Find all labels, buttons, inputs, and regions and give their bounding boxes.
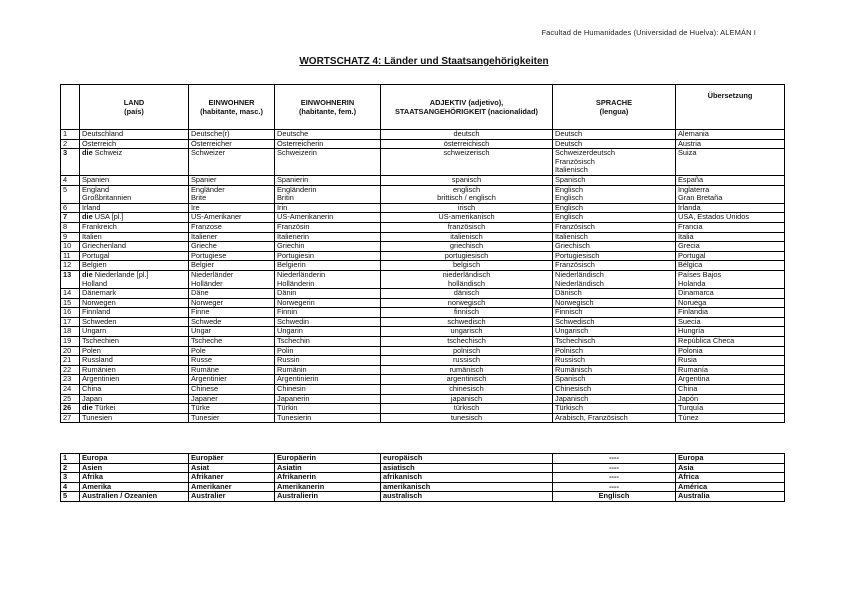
row-number: 20	[61, 346, 80, 356]
cell-uebersetzung: Países Bajos Holanda	[676, 270, 785, 288]
col-header-number	[61, 85, 80, 130]
cell-einwohnerin: Norwegerin	[275, 298, 381, 308]
cell-einwohner: Japaner	[189, 394, 275, 404]
row-number: 2	[61, 139, 80, 149]
cell-land: Ungarn	[80, 327, 189, 337]
cell-sprache: Spanisch	[553, 175, 676, 185]
article: die	[82, 148, 95, 158]
cell-einwohnerin: Argentinierin	[275, 375, 381, 385]
cell-uebersetzung: Europa	[676, 454, 785, 464]
table-row	[61, 327, 785, 337]
cell-einwohner: Däne	[189, 289, 275, 299]
cell-einwohnerin: Europäerin	[275, 454, 381, 464]
cell-einwohnerin: US-Amerikanerin	[275, 213, 381, 223]
cell-uebersetzung: Rumanía	[676, 365, 785, 375]
cell-sprache: Italienisch	[553, 232, 676, 242]
row-number: 9	[61, 232, 80, 242]
cell-einwohnerin: Amerikanerin	[275, 482, 381, 492]
cell-uebersetzung: Noruega	[676, 298, 785, 308]
cell-einwohner: Argentinier	[189, 375, 275, 385]
col-header-uebersetzung: Übersetzung	[676, 85, 785, 130]
cell-adjektiv: dänisch	[381, 289, 553, 299]
cell-sprache: Englisch	[553, 492, 676, 502]
continent-row	[61, 463, 785, 473]
table-row	[61, 385, 785, 395]
cell-einwohnerin: Asiatin	[275, 463, 381, 473]
row-number: 22	[61, 365, 80, 375]
cell-einwohner: Rumäne	[189, 365, 275, 375]
table-row	[61, 261, 785, 271]
cell-adjektiv: ungarisch	[381, 327, 553, 337]
cell-adjektiv: türkisch	[381, 404, 553, 414]
table-row	[61, 308, 785, 318]
row-number: 15	[61, 298, 80, 308]
cell-adjektiv: französisch	[381, 222, 553, 232]
row-number: 23	[61, 375, 80, 385]
cell-einwohner: Italiener	[189, 232, 275, 242]
cell-einwohnerin: Österreicherin	[275, 139, 381, 149]
cell-einwohner: Franzose	[189, 222, 275, 232]
cell-einwohner: Finne	[189, 308, 275, 318]
cell-uebersetzung: Rusia	[676, 356, 785, 366]
cell-einwohner: Norweger	[189, 298, 275, 308]
cell-uebersetzung: Austria	[676, 139, 785, 149]
cell-adjektiv: englisch brittisch / englisch	[381, 185, 553, 203]
cell-sprache: Niederländisch Niederländisch	[553, 270, 676, 288]
row-number: 3	[61, 473, 80, 483]
cell-einwohnerin: Japanerin	[275, 394, 381, 404]
cell-adjektiv: US-amerikanisch	[381, 213, 553, 223]
cell-einwohnerin: Tunesierin	[275, 413, 381, 423]
cell-einwohnerin: Afrikanerin	[275, 473, 381, 483]
table-row	[61, 130, 785, 140]
cell-uebersetzung: Inglaterra Gran Bretaña	[676, 185, 785, 203]
row-number: 14	[61, 289, 80, 299]
cell-uebersetzung: Suiza	[676, 149, 785, 176]
continent-row	[61, 492, 785, 502]
cell-land: die USA [pl.]	[80, 213, 189, 223]
cell-einwohnerin: Deutsche	[275, 130, 381, 140]
cell-land: Irland	[80, 203, 189, 213]
cell-einwohnerin: Engländerin Britin	[275, 185, 381, 203]
cell-adjektiv: schwedisch	[381, 317, 553, 327]
cell-adjektiv: polnisch	[381, 346, 553, 356]
cell-uebersetzung: Túnez	[676, 413, 785, 423]
cell-adjektiv: italienisch	[381, 232, 553, 242]
cell-einwohner: Russe	[189, 356, 275, 366]
cell-sprache: Portugiesisch	[553, 251, 676, 261]
cell-sprache: Deutsch	[553, 139, 676, 149]
cell-einwohnerin: Belgierin	[275, 261, 381, 271]
row-number: 13	[61, 270, 80, 288]
cell-einwohnerin: Spanierin	[275, 175, 381, 185]
cell-land: Belgien	[80, 261, 189, 271]
table-row	[61, 185, 785, 203]
col-header-einwohner: EINWOHNER (habitante, masc.)	[189, 85, 275, 130]
cell-einwohnerin: Portugiesin	[275, 251, 381, 261]
cell-einwohnerin: Chinesin	[275, 385, 381, 395]
cell-adjektiv: japanisch	[381, 394, 553, 404]
cell-einwohner: Asiat	[189, 463, 275, 473]
cell-land: Italien	[80, 232, 189, 242]
col-header-adjektiv: ADJEKTIV (adjetivo), STAATSANGEHÖRIGKEIT (nacionalidad)	[381, 85, 553, 130]
row-number: 17	[61, 317, 80, 327]
cell-sprache: Englisch Englisch	[553, 185, 676, 203]
table-row	[61, 270, 785, 288]
table-row	[61, 213, 785, 223]
cell-einwohner: Tunesier	[189, 413, 275, 423]
cell-einwohner: Schweizer	[189, 149, 275, 176]
row-number: 27	[61, 413, 80, 423]
row-number: 6	[61, 203, 80, 213]
row-number: 4	[61, 175, 80, 185]
cell-adjektiv: niederländisch holländisch	[381, 270, 553, 288]
cell-adjektiv: spanisch	[381, 175, 553, 185]
cell-sprache: Ungarisch	[553, 327, 676, 337]
cell-einwohner: Ungar	[189, 327, 275, 337]
cell-uebersetzung: Australia	[676, 492, 785, 502]
cell-sprache: Französisch	[553, 222, 676, 232]
continents-table	[60, 453, 785, 502]
cell-einwohner: Europäer	[189, 454, 275, 464]
cell-adjektiv: österreichisch	[381, 139, 553, 149]
article: die	[82, 212, 95, 222]
cell-einwohnerin: Griechin	[275, 242, 381, 252]
cell-uebersetzung: USA, Estados Unidos	[676, 213, 785, 223]
article: die	[82, 403, 95, 413]
cell-einwohnerin: Französin	[275, 222, 381, 232]
cell-land: China	[80, 385, 189, 395]
col-header-einwohnerin: EINWOHNERIN (habitante, fem.)	[275, 85, 381, 130]
col-header-sprache: SPRACHE (lengua)	[553, 85, 676, 130]
cell-land: Argentinien	[80, 375, 189, 385]
cell-adjektiv: deutsch	[381, 130, 553, 140]
table-row	[61, 346, 785, 356]
cell-land: Russland	[80, 356, 189, 366]
cell-adjektiv: chinesisch	[381, 385, 553, 395]
cell-einwohnerin: Irin	[275, 203, 381, 213]
row-number: 2	[61, 463, 80, 473]
cell-land: Australien / Ozeanien	[80, 492, 189, 502]
cell-sprache: Tschechisch	[553, 337, 676, 347]
cell-sprache: Griechisch	[553, 242, 676, 252]
cell-land: Portugal	[80, 251, 189, 261]
col-header-land: LAND (país)	[80, 85, 189, 130]
cell-adjektiv: russisch	[381, 356, 553, 366]
cell-adjektiv: afrikanisch	[381, 473, 553, 483]
cell-sprache: Norwegisch	[553, 298, 676, 308]
cell-sprache: Englisch	[553, 203, 676, 213]
cell-uebersetzung: Japón	[676, 394, 785, 404]
cell-uebersetzung: Polonia	[676, 346, 785, 356]
cell-uebersetzung: América	[676, 482, 785, 492]
cell-uebersetzung: España	[676, 175, 785, 185]
cell-uebersetzung: Francia	[676, 222, 785, 232]
cell-land: Asien	[80, 463, 189, 473]
table-row	[61, 232, 785, 242]
table-row	[61, 404, 785, 414]
cell-uebersetzung: Grecia	[676, 242, 785, 252]
table-row	[61, 365, 785, 375]
cell-land: Finnland	[80, 308, 189, 318]
cell-land: Japan	[80, 394, 189, 404]
cell-einwohnerin: Schwedin	[275, 317, 381, 327]
cell-adjektiv: tunesisch	[381, 413, 553, 423]
cell-einwohner: Amerikaner	[189, 482, 275, 492]
cell-uebersetzung: Asia	[676, 463, 785, 473]
cell-adjektiv: irisch	[381, 203, 553, 213]
cell-uebersetzung: Dinamarca	[676, 289, 785, 299]
cell-einwohner: Ire	[189, 203, 275, 213]
cell-adjektiv: schweizerisch	[381, 149, 553, 176]
cell-land: Amerika	[80, 482, 189, 492]
row-number: 26	[61, 404, 80, 414]
continent-row	[61, 482, 785, 492]
cell-einwohnerin: Australierin	[275, 492, 381, 502]
cell-adjektiv: argentinisch	[381, 375, 553, 385]
continent-row	[61, 454, 785, 464]
row-number: 25	[61, 394, 80, 404]
cell-sprache: ----	[553, 482, 676, 492]
row-number: 18	[61, 327, 80, 337]
cell-land: Polen	[80, 346, 189, 356]
table-row	[61, 394, 785, 404]
cell-einwohner: Portugiese	[189, 251, 275, 261]
cell-land: Spanien	[80, 175, 189, 185]
cell-sprache: Dänisch	[553, 289, 676, 299]
cell-einwohner: Grieche	[189, 242, 275, 252]
cell-sprache: Deutsch	[553, 130, 676, 140]
cell-einwohner: Spanier	[189, 175, 275, 185]
cell-uebersetzung: Portugal	[676, 251, 785, 261]
cell-adjektiv: europäisch	[381, 454, 553, 464]
cell-land: Deutschland	[80, 130, 189, 140]
cell-einwohnerin: Italienerin	[275, 232, 381, 242]
cell-einwohner: Tscheche	[189, 337, 275, 347]
cell-uebersetzung: Finlandia	[676, 308, 785, 318]
cell-uebersetzung: Alemania	[676, 130, 785, 140]
cell-einwohner: US-Amerikaner	[189, 213, 275, 223]
table-row	[61, 222, 785, 232]
cell-einwohner: Türke	[189, 404, 275, 414]
cell-einwohnerin: Niederländerin Holländerin	[275, 270, 381, 288]
cell-einwohnerin: Ungarin	[275, 327, 381, 337]
cell-einwohner: Engländer Brite	[189, 185, 275, 203]
table-row	[61, 139, 785, 149]
table-row	[61, 175, 785, 185]
cell-uebersetzung: Africa	[676, 473, 785, 483]
cell-einwohnerin: Finnin	[275, 308, 381, 318]
row-number: 4	[61, 482, 80, 492]
cell-adjektiv: amerikanisch	[381, 482, 553, 492]
table-row	[61, 298, 785, 308]
table-row	[61, 149, 785, 176]
cell-sprache: Russisch	[553, 356, 676, 366]
cell-einwohner: Niederländer Holländer	[189, 270, 275, 288]
cell-land: die Schweiz	[80, 149, 189, 176]
cell-einwohner: Australier	[189, 492, 275, 502]
cell-adjektiv: norwegisch	[381, 298, 553, 308]
cell-einwohnerin: Türkin	[275, 404, 381, 414]
cell-uebersetzung: Italia	[676, 232, 785, 242]
header-note: Facultad de Humanidades (Universidad de Huelva): ALEMÁN I	[541, 28, 756, 37]
cell-sprache: Schweizerdeutsch Französisch Italienisch	[553, 149, 676, 176]
cell-sprache: Arabisch, Französisch	[553, 413, 676, 423]
table-row	[61, 317, 785, 327]
cell-land: Tschechien	[80, 337, 189, 347]
cell-einwohnerin: Polin	[275, 346, 381, 356]
cell-adjektiv: tschechisch	[381, 337, 553, 347]
cell-land: Österreich	[80, 139, 189, 149]
row-number: 10	[61, 242, 80, 252]
cell-uebersetzung: China	[676, 385, 785, 395]
cell-land: Schweden	[80, 317, 189, 327]
continent-row	[61, 473, 785, 483]
row-number: 24	[61, 385, 80, 395]
cell-einwohner: Chinese	[189, 385, 275, 395]
cell-land: Afrika	[80, 473, 189, 483]
cell-einwohnerin: Russin	[275, 356, 381, 366]
row-number: 19	[61, 337, 80, 347]
cell-uebersetzung: Turquía	[676, 404, 785, 414]
cell-land: Dänemark	[80, 289, 189, 299]
cell-sprache: ----	[553, 454, 676, 464]
cell-uebersetzung: República Checa	[676, 337, 785, 347]
table-row	[61, 203, 785, 213]
cell-adjektiv: griechisch	[381, 242, 553, 252]
cell-sprache: Englisch	[553, 213, 676, 223]
cell-adjektiv: belgisch	[381, 261, 553, 271]
row-number: 16	[61, 308, 80, 318]
table-row	[61, 242, 785, 252]
cell-einwohner: Deutsche(r)	[189, 130, 275, 140]
row-number: 7	[61, 213, 80, 223]
cell-adjektiv: rumänisch	[381, 365, 553, 375]
article: die	[82, 270, 95, 279]
cell-uebersetzung: Argentina	[676, 375, 785, 385]
row-number: 1	[61, 130, 80, 140]
cell-einwohnerin: Tschechin	[275, 337, 381, 347]
row-number: 12	[61, 261, 80, 271]
cell-einwohnerin: Rumänin	[275, 365, 381, 375]
cell-einwohner: Schwede	[189, 317, 275, 327]
cell-einwohner: Pole	[189, 346, 275, 356]
cell-sprache: Französisch	[553, 261, 676, 271]
table-row	[61, 251, 785, 261]
cell-land: Europa	[80, 454, 189, 464]
cell-sprache: ----	[553, 473, 676, 483]
cell-einwohnerin: Schweizerin	[275, 149, 381, 176]
row-number: 8	[61, 222, 80, 232]
cell-einwohnerin: Dänin	[275, 289, 381, 299]
cell-einwohner: Belgier	[189, 261, 275, 271]
row-number: 1	[61, 454, 80, 464]
cell-adjektiv: australisch	[381, 492, 553, 502]
cell-land: Frankreich	[80, 222, 189, 232]
table-row	[61, 289, 785, 299]
cell-uebersetzung: Hungría	[676, 327, 785, 337]
cell-land: die Niederlande [pl.] Holland	[80, 270, 189, 288]
row-number: 11	[61, 251, 80, 261]
table-row	[61, 337, 785, 347]
cell-einwohner: Afrikaner	[189, 473, 275, 483]
cell-uebersetzung: Bélgica	[676, 261, 785, 271]
cell-uebersetzung: Irlanda	[676, 203, 785, 213]
row-number: 5	[61, 185, 80, 203]
cell-sprache: Spanisch	[553, 375, 676, 385]
cell-sprache: Finnisch	[553, 308, 676, 318]
cell-land: England Großbritannien	[80, 185, 189, 203]
cell-sprache: Rumänisch	[553, 365, 676, 375]
cell-adjektiv: asiatisch	[381, 463, 553, 473]
row-number: 21	[61, 356, 80, 366]
cell-adjektiv: finnisch	[381, 308, 553, 318]
cell-land: Griechenland	[80, 242, 189, 252]
table-row	[61, 413, 785, 423]
cell-land: Tunesien	[80, 413, 189, 423]
cell-land: Norwegen	[80, 298, 189, 308]
cell-sprache: Schwedisch	[553, 317, 676, 327]
cell-sprache: ----	[553, 463, 676, 473]
row-number: 5	[61, 492, 80, 502]
row-number: 3	[61, 149, 80, 176]
cell-land: Rumänien	[80, 365, 189, 375]
table-row	[61, 356, 785, 366]
table-row	[61, 375, 785, 385]
cell-sprache: Polnisch	[553, 346, 676, 356]
cell-sprache: Japanisch	[553, 394, 676, 404]
cell-einwohner: Österreicher	[189, 139, 275, 149]
page-title: WORTSCHATZ 4: Länder und Staatsangehörigkeiten	[299, 56, 549, 67]
cell-adjektiv: portugiesisch	[381, 251, 553, 261]
table-header-row	[61, 85, 785, 130]
cell-land: die Türkei	[80, 404, 189, 414]
vocabulary-table	[60, 84, 785, 423]
cell-uebersetzung: Suecia	[676, 317, 785, 327]
cell-sprache: Türkisch	[553, 404, 676, 414]
cell-sprache: Chinesisch	[553, 385, 676, 395]
